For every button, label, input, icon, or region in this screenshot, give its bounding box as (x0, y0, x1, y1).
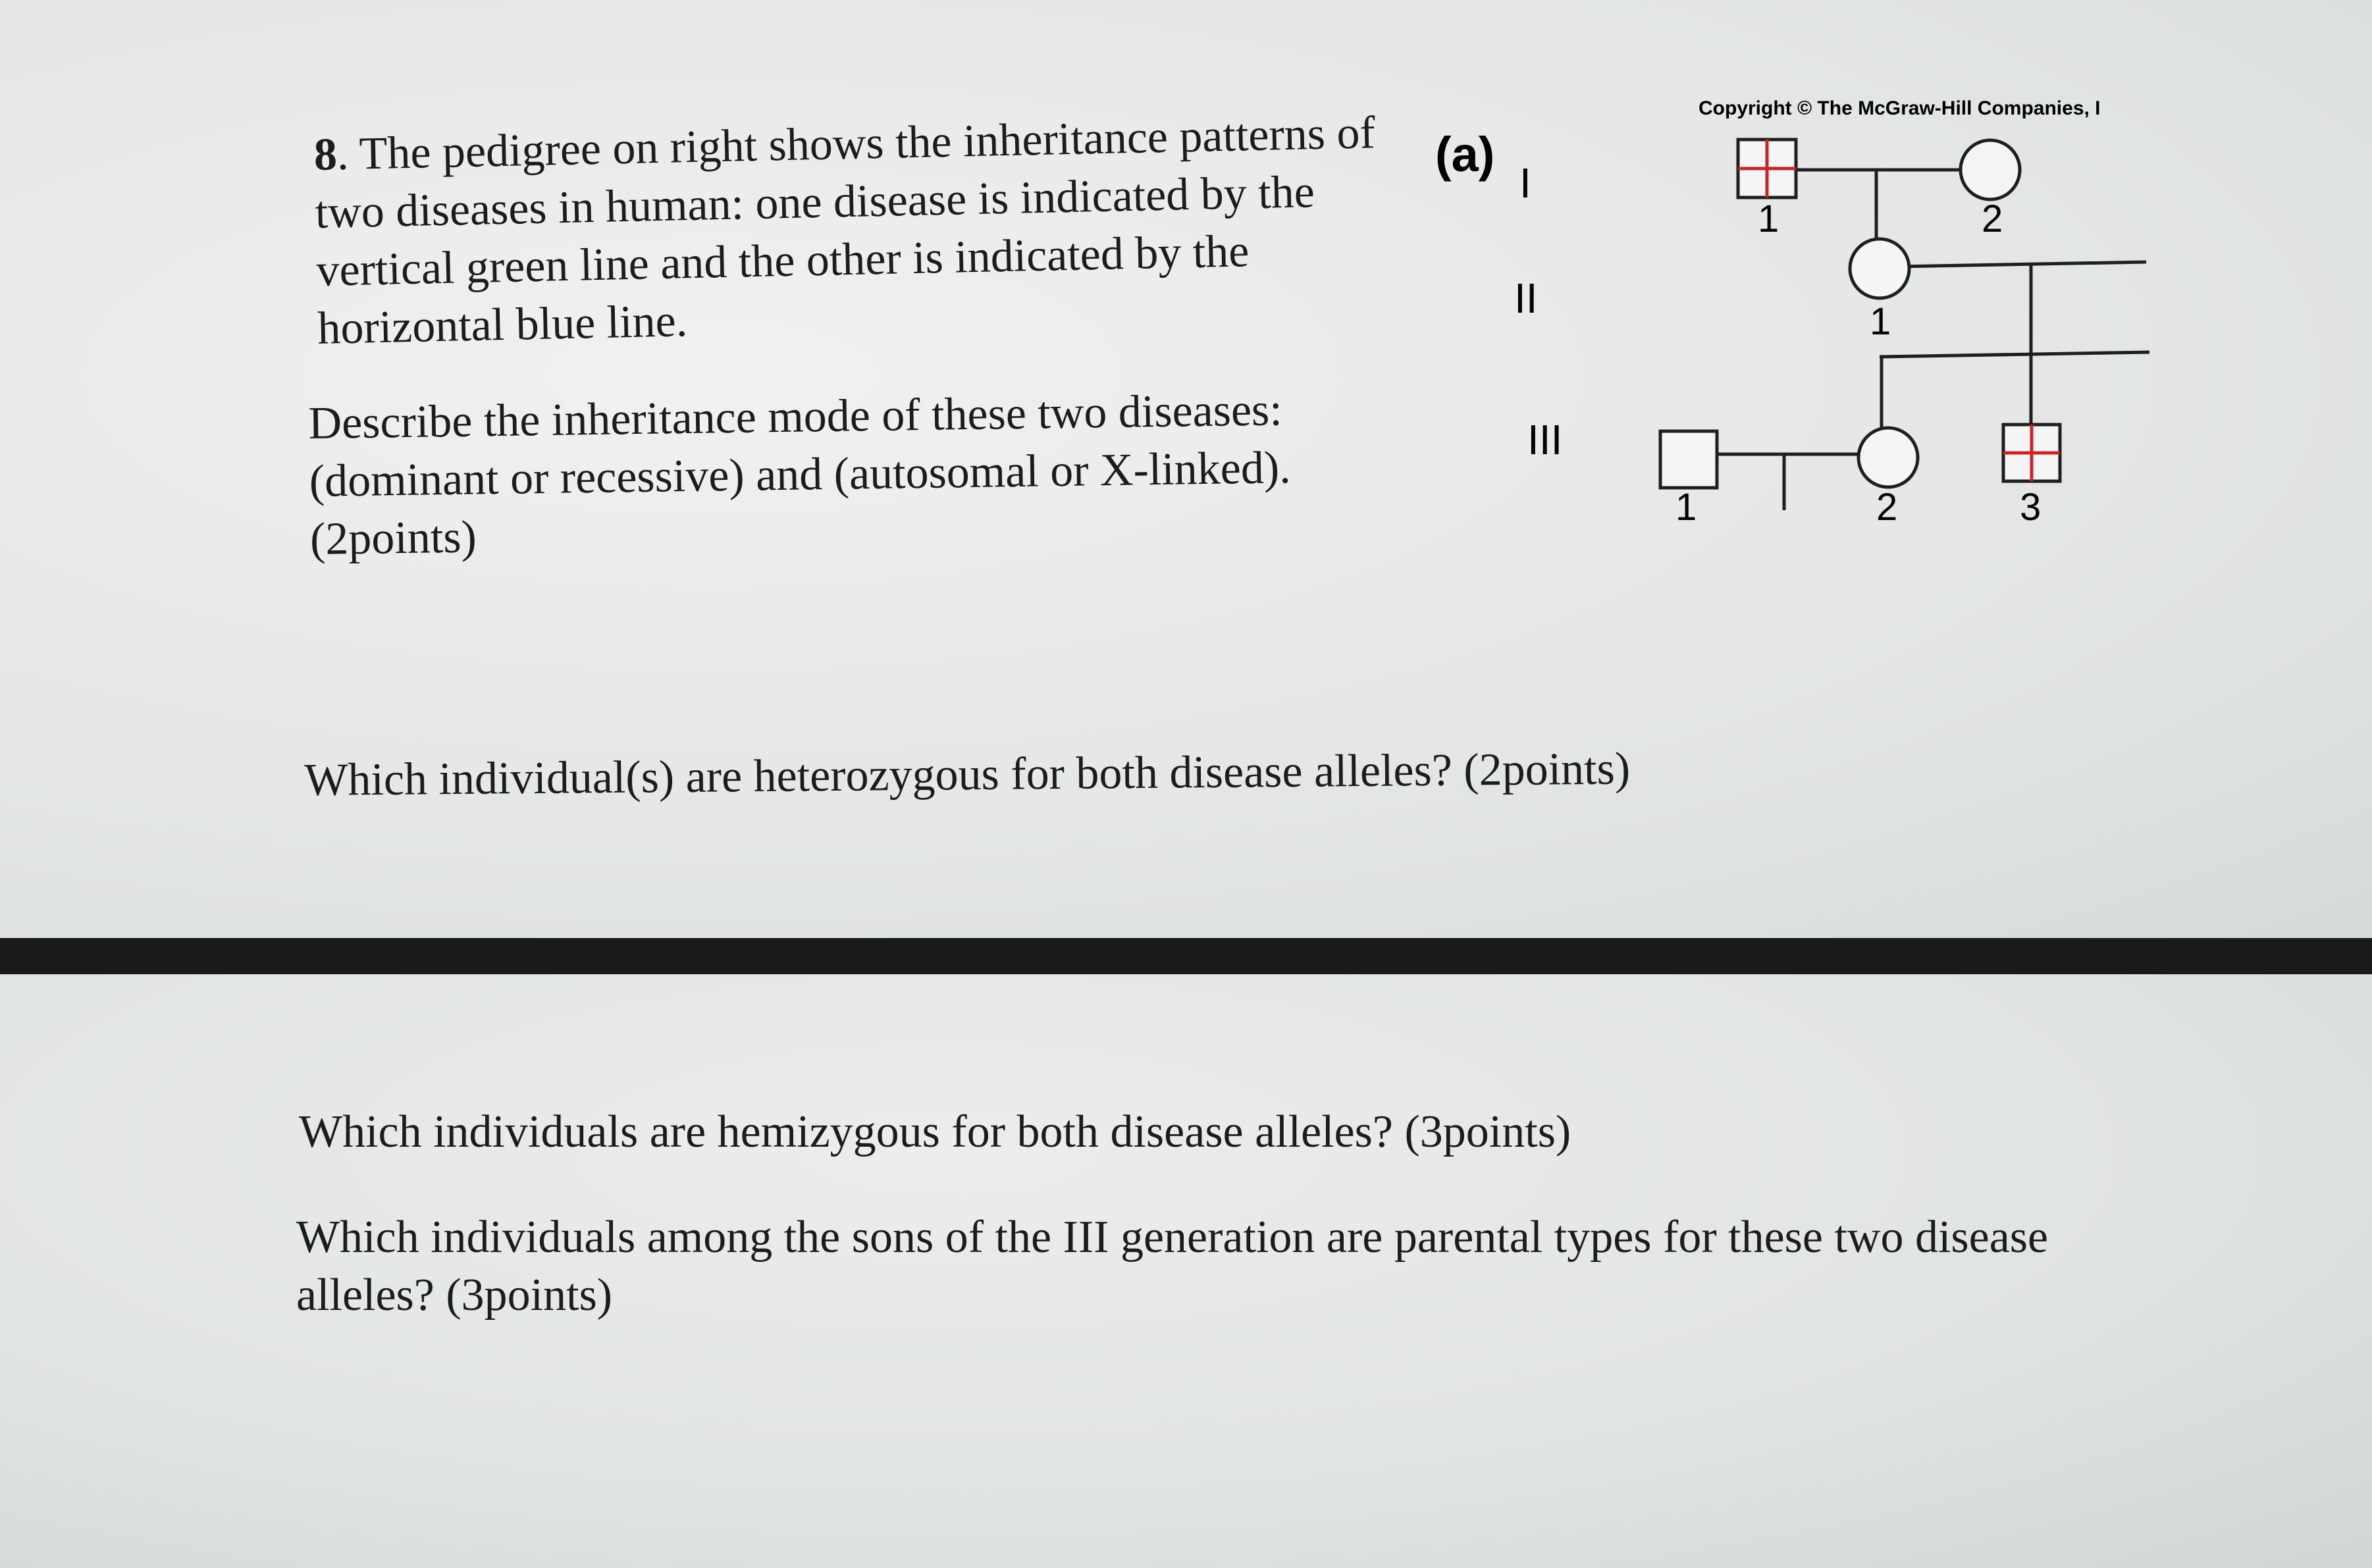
pedigree-chart (1415, 86, 2166, 560)
screen-divider (0, 938, 2372, 974)
female-symbol (1858, 428, 1918, 487)
question-hemizygous: Which individuals are hemizygous for both disease alleles? (3points) (299, 1107, 1571, 1157)
individual-iii-3 (2003, 425, 2060, 529)
individual-number: 1 (1758, 197, 1779, 240)
individual-number: 1 (1870, 300, 1891, 343)
individual-i-1 (1738, 140, 1796, 240)
mating-line-gen-ii (1896, 262, 2146, 267)
question-parental-types: Which individuals among the sons of the III generation are parental types for these two disease alleles? (3points) (296, 1212, 2049, 1320)
male-symbol (1660, 431, 1717, 488)
panel-label: (a) (1435, 127, 1495, 182)
question-number: 8 (313, 129, 338, 180)
sibship-line-gen-iii (1880, 352, 2149, 357)
individual-i-2 (1961, 140, 2020, 240)
generation-label-iii: III (1527, 416, 1563, 463)
individual-ii-1 (1850, 239, 1909, 343)
individual-number: 2 (1982, 197, 2003, 240)
generation-label-i: I (1519, 159, 1531, 207)
question-8-intro-text: . The pedigree on right shows the inheritance patterns of two diseases in human: one disease is indicated by the vertical green line and the other is indicated by the horizontal blue line. (314, 107, 1376, 354)
copyright-notice: Copyright © The McGraw-Hill Companies, I (1699, 97, 2101, 119)
question-8-describe: Describe the inheritance mode of these two diseases: (dominant or recessive) and (autosomal or X-linked). (2points) (308, 384, 1292, 565)
female-symbol (1961, 140, 2020, 199)
individual-number: 3 (2020, 486, 2042, 529)
generation-label-ii: II (1514, 274, 1538, 322)
individual-iii-2 (1858, 428, 1918, 529)
individual-number: 1 (1675, 486, 1697, 529)
individual-number: 2 (1876, 486, 1898, 529)
question-heterozygous: Which individual(s) are heterozygous for both disease alleles? (2points) (304, 743, 1631, 806)
pedigree-figure (1415, 86, 2166, 560)
individual-iii-1 (1660, 431, 1717, 529)
female-symbol (1850, 239, 1909, 298)
question-8-intro (313, 103, 1437, 358)
